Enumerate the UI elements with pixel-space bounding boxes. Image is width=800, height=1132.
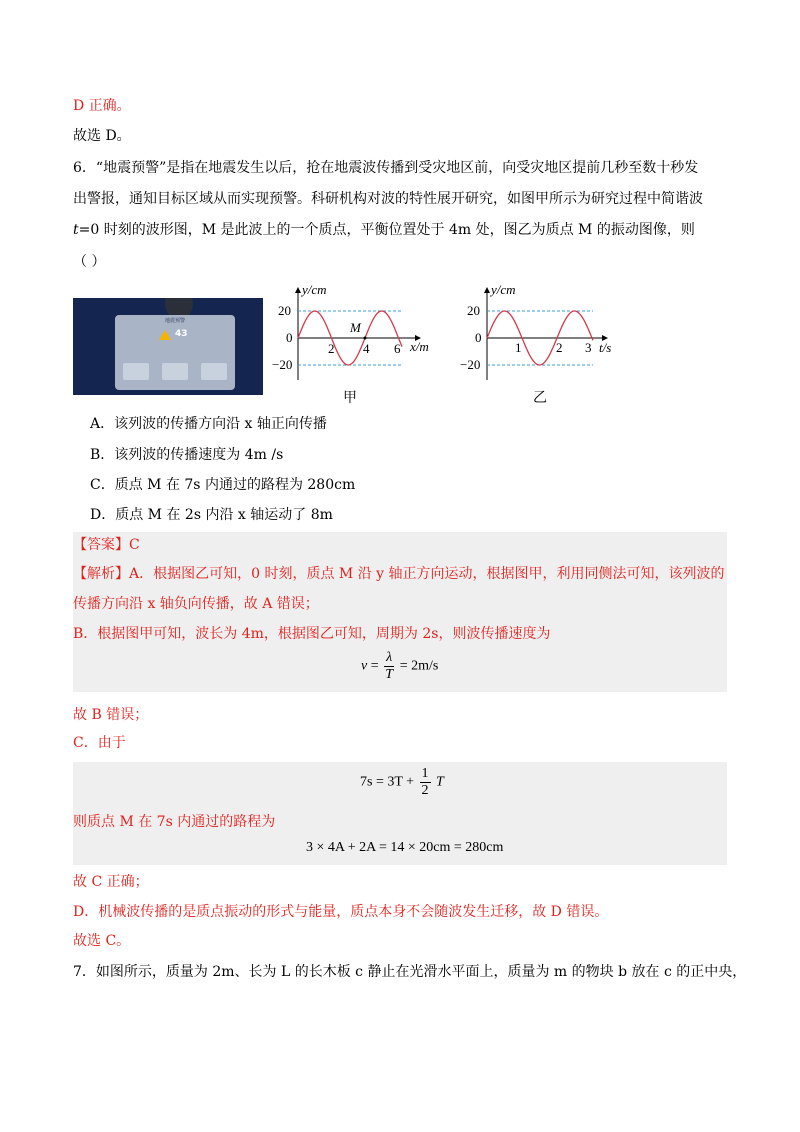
y-tick-minus20: −20 [460,357,481,372]
y-tick-minus20: −20 [272,357,293,372]
eq2-rhs: T [436,774,444,790]
q7-stem-line1: 7．如图所示，质量为 2m、长为 L 的长木板 c 静止在光滑水平面上，质量为 m 的物块 b 放在 c 的正中央， [73,964,747,980]
option-d: D．质点 M 在 2s 内沿 x 轴运动了 8m [90,507,333,523]
eq1-rhs: = 2m/s [399,658,439,674]
warning-tile [201,363,227,380]
warning-tile [123,363,149,380]
t-tick-3: 3 [585,340,592,355]
q6-stem-paren: （ ） [73,254,106,270]
equation-time [360,766,444,799]
c-text: C．由于 [73,735,126,751]
eq1-fraction [384,650,394,683]
warning-tile [162,363,188,380]
y-axis-label: y/cm [302,282,327,297]
eq2-numerator: 1 [421,766,429,781]
earthquake-warning-photo [73,298,263,395]
q6-stem-line3 [73,220,695,240]
eq2-denominator: 2 [421,783,429,798]
analysis-b-text: B．根据图甲可知，波长为 4m，根据图乙可知，周期为 2s，则波传播速度为 [73,626,551,642]
q6-stem-line2: 出警报，通知目标区域从而实现预警。科研机构对波的特性展开研究，如图甲所示为研究过程中简谐波 [73,191,703,207]
t-tick-1: 1 [515,340,522,355]
choose-c: 故选 C。 [73,933,131,949]
d-text: D．机械波传播的是质点振动的形式与能量，质点本身不会随波发生迁移，故 D 错误。 [73,904,609,920]
t-axis-label: t/s [599,340,612,355]
option-c: C．质点 M 在 7s 内通过的路程为 280cm [90,477,356,493]
x-tick-4: 4 [363,341,370,356]
x-tick-2: 2 [328,341,335,356]
option-a: A．该列波的传播方向沿 x 轴正向传播 [90,416,327,432]
y-axis-label: y/cm [491,282,516,297]
figure-yi-caption: 乙 [533,390,547,406]
equation-distance: 3 × 4A + 2A = 14 × 20cm = 280cm [306,840,504,855]
t-tick-2: 2 [556,340,563,355]
eq2-lhs: 7s = 3T + [360,774,415,790]
y-tick-0: 0 [475,330,482,345]
q6-stem-t: t [73,222,79,238]
option-b: B．该列波的传播速度为 4m /s [90,447,284,463]
x-tick-6: 6 [394,341,401,356]
c-text2: 则质点 M 在 7s 内通过的路程为 [73,814,276,830]
warning-card-title: 地震预警 [164,318,185,324]
b-wrong: 故 B 错误； [73,707,149,723]
eq1-numerator: λ [386,650,393,665]
answer-label: 【答案】C [73,537,140,553]
eq1-lhs: v [361,658,368,674]
analysis-line2: 传播方向沿 x 轴负向传播，故 A 错误； [73,596,319,612]
eq2-fraction [420,766,431,799]
y-tick-20: 20 [467,303,480,318]
warning-triangle-icon [159,330,171,340]
q6-stem-line3-rest: =0 时刻的波形图，M 是此波上的一个质点，平衡位置处于 4m 处，图乙为质点 M 的振动图像，则 [78,222,695,238]
warning-card [115,315,235,390]
x-axis-label: x/m [410,339,429,354]
point-m-label: M [350,320,361,335]
analysis-line1: 【解析】A．根据图乙可知，0 时刻，质点 M 沿 y 轴正方向运动，根据图甲，利用同侧法可知，该列波的 [73,566,725,582]
prev-d-correct: D 正确。 [73,98,131,114]
equation-velocity: v = $\frac{\lambda}{T}$ = 2m/s [361,650,439,682]
q6-stem-line1: 6．“地震预警”是指在地震发生以后，抢在地震波传播到受灾地区前，向受灾地区提前几秒至数十秒发 [73,160,699,176]
point-m-marker [364,337,367,340]
c-correct: 故 C 正确； [73,874,149,890]
eq1-denominator: T [385,667,394,682]
figure-jia-caption: 甲 [343,390,357,406]
prev-choose: 故选 D。 [73,128,131,144]
warning-seconds: 43 [175,329,188,339]
y-tick-20: 20 [278,303,291,318]
y-tick-0: 0 [286,330,293,345]
